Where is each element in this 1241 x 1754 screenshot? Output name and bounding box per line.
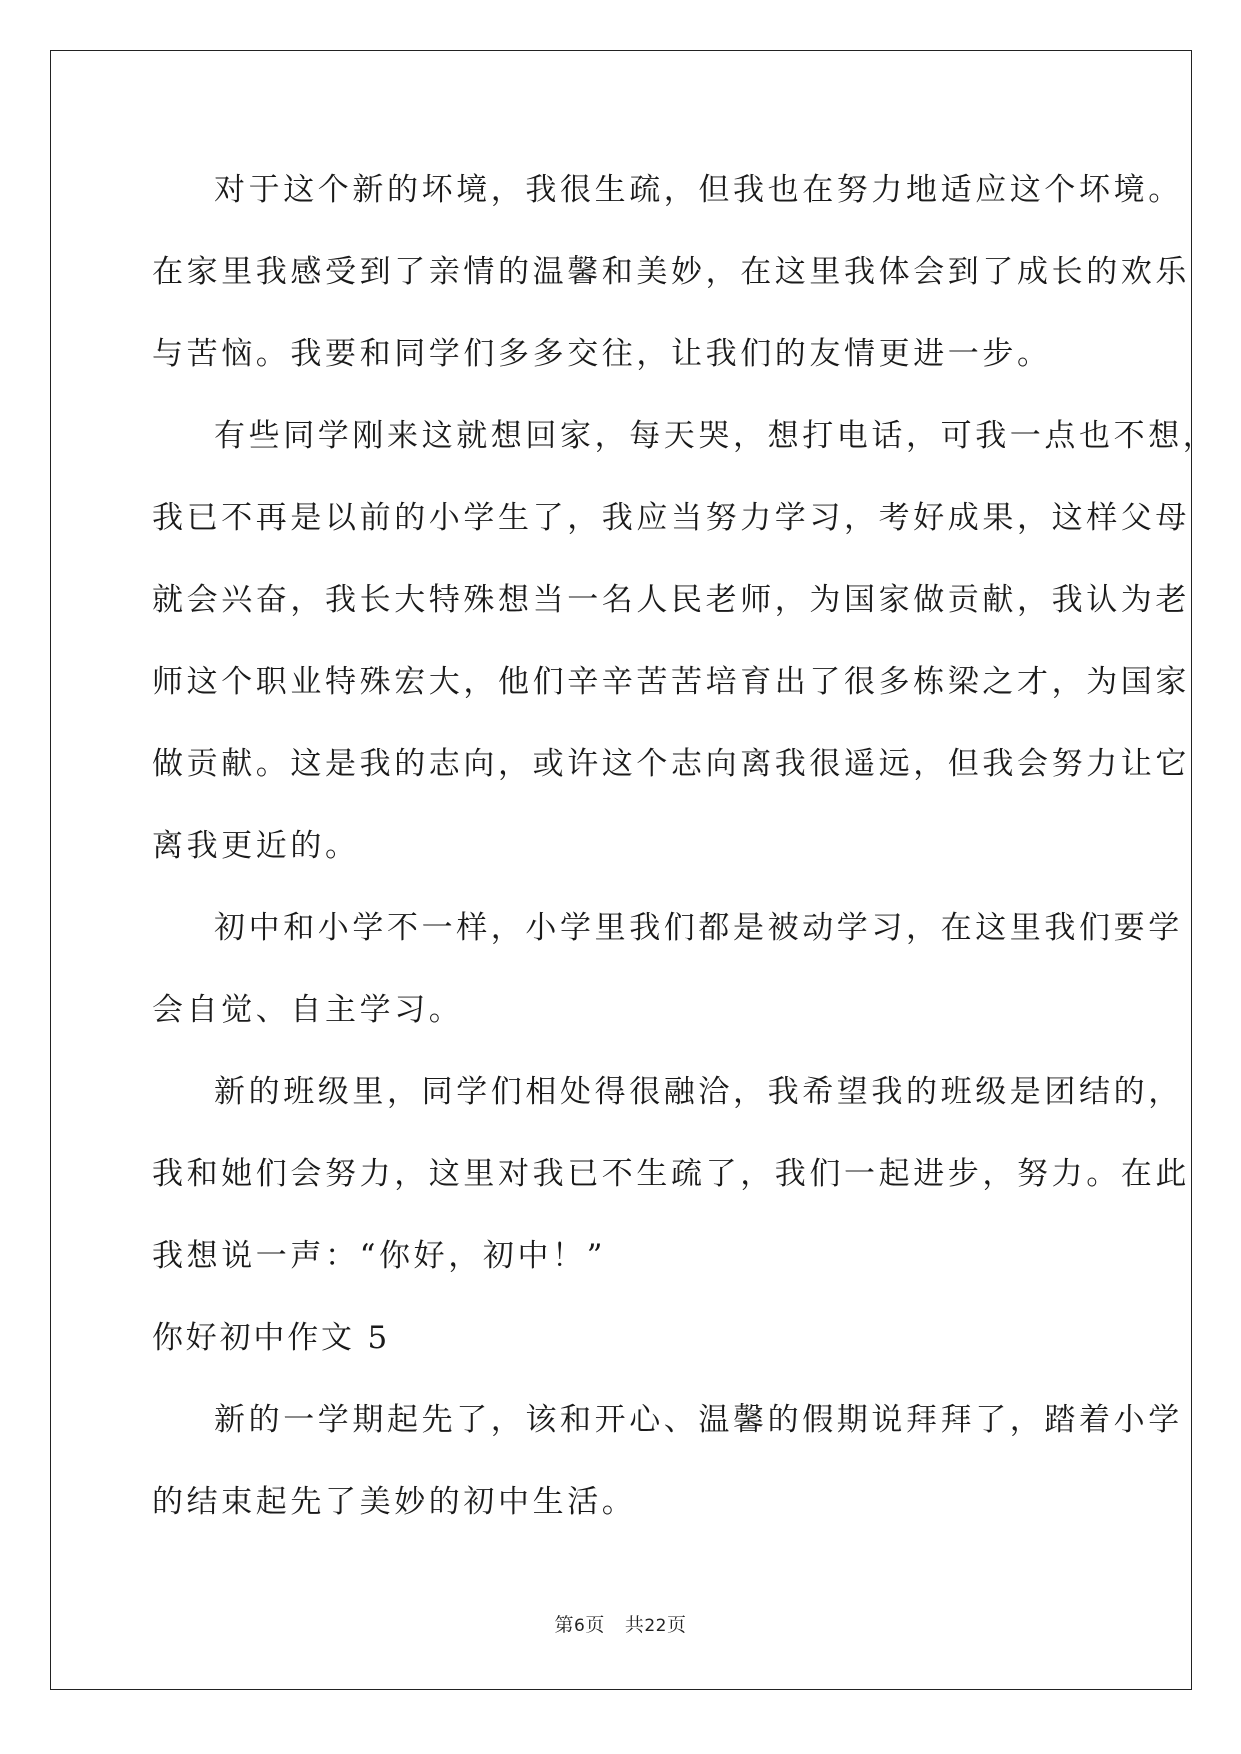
paragraph-line: 我和她们会努力，这里对我已不生疏了，我们一起进步，努力。在此 (152, 1156, 1190, 1192)
paragraph-line: 新的班级里，同学们相处得很融洽，我希望我的班级是团结的， (214, 1074, 1183, 1110)
paragraph-line: 做贡献。这是我的志向，或许这个志向离我很遥远，但我会努力让它 (152, 746, 1190, 782)
paragraph-line: 我想说一声：“你好，初中！” (152, 1238, 607, 1274)
document-body (152, 160, 1218, 1554)
paragraph-line: 就会兴奋，我长大特殊想当一名人民老师，为国家做贡献，我认为老 (152, 582, 1190, 618)
page-footer (0, 1613, 1241, 1638)
total-pages-number: 22 (644, 1616, 667, 1636)
footer-prefix: 第 (554, 1614, 574, 1636)
paragraph-line: 离我更近的。 (152, 828, 360, 864)
paragraph-line: 会自觉、自主学习。 (152, 992, 464, 1028)
footer-page-suffix: 页 (585, 1614, 605, 1636)
paragraph-line: 我已不再是以前的小学生了，我应当努力学习，考好成果，这样父母 (152, 500, 1190, 536)
paragraph-line: 新的一学期起先了，该和开心、温馨的假期说拜拜了，踏着小学 (214, 1402, 1183, 1438)
footer-total-prefix: 共 (624, 1614, 645, 1636)
paragraph-line: 对于这个新的坏境，我很生疏，但我也在努力地适应这个坏境。 (214, 172, 1183, 208)
paragraph-line: 师这个职业特殊宏大，他们辛辛苦苦培育出了很多栋梁之才，为国家 (152, 664, 1190, 700)
footer-total-suffix: 页 (667, 1614, 687, 1636)
paragraph-line: 在家里我感受到了亲情的温馨和美妙，在这里我体会到了成长的欢乐 (152, 254, 1190, 290)
paragraph-line: 有些同学刚来这就想回家，每天哭，想打电话，可我一点也不想， (214, 418, 1218, 454)
section-heading: 你好初中作文 5 (152, 1320, 390, 1356)
paragraph-line: 与苦恼。我要和同学们多多交往，让我们的友情更进一步。 (152, 336, 1052, 372)
paragraph-line: 初中和小学不一样，小学里我们都是被动学习，在这里我们要学 (214, 910, 1183, 946)
current-page-number: 6 (574, 1616, 586, 1636)
paragraph-line: 的结束起先了美妙的初中生活。 (152, 1484, 637, 1520)
